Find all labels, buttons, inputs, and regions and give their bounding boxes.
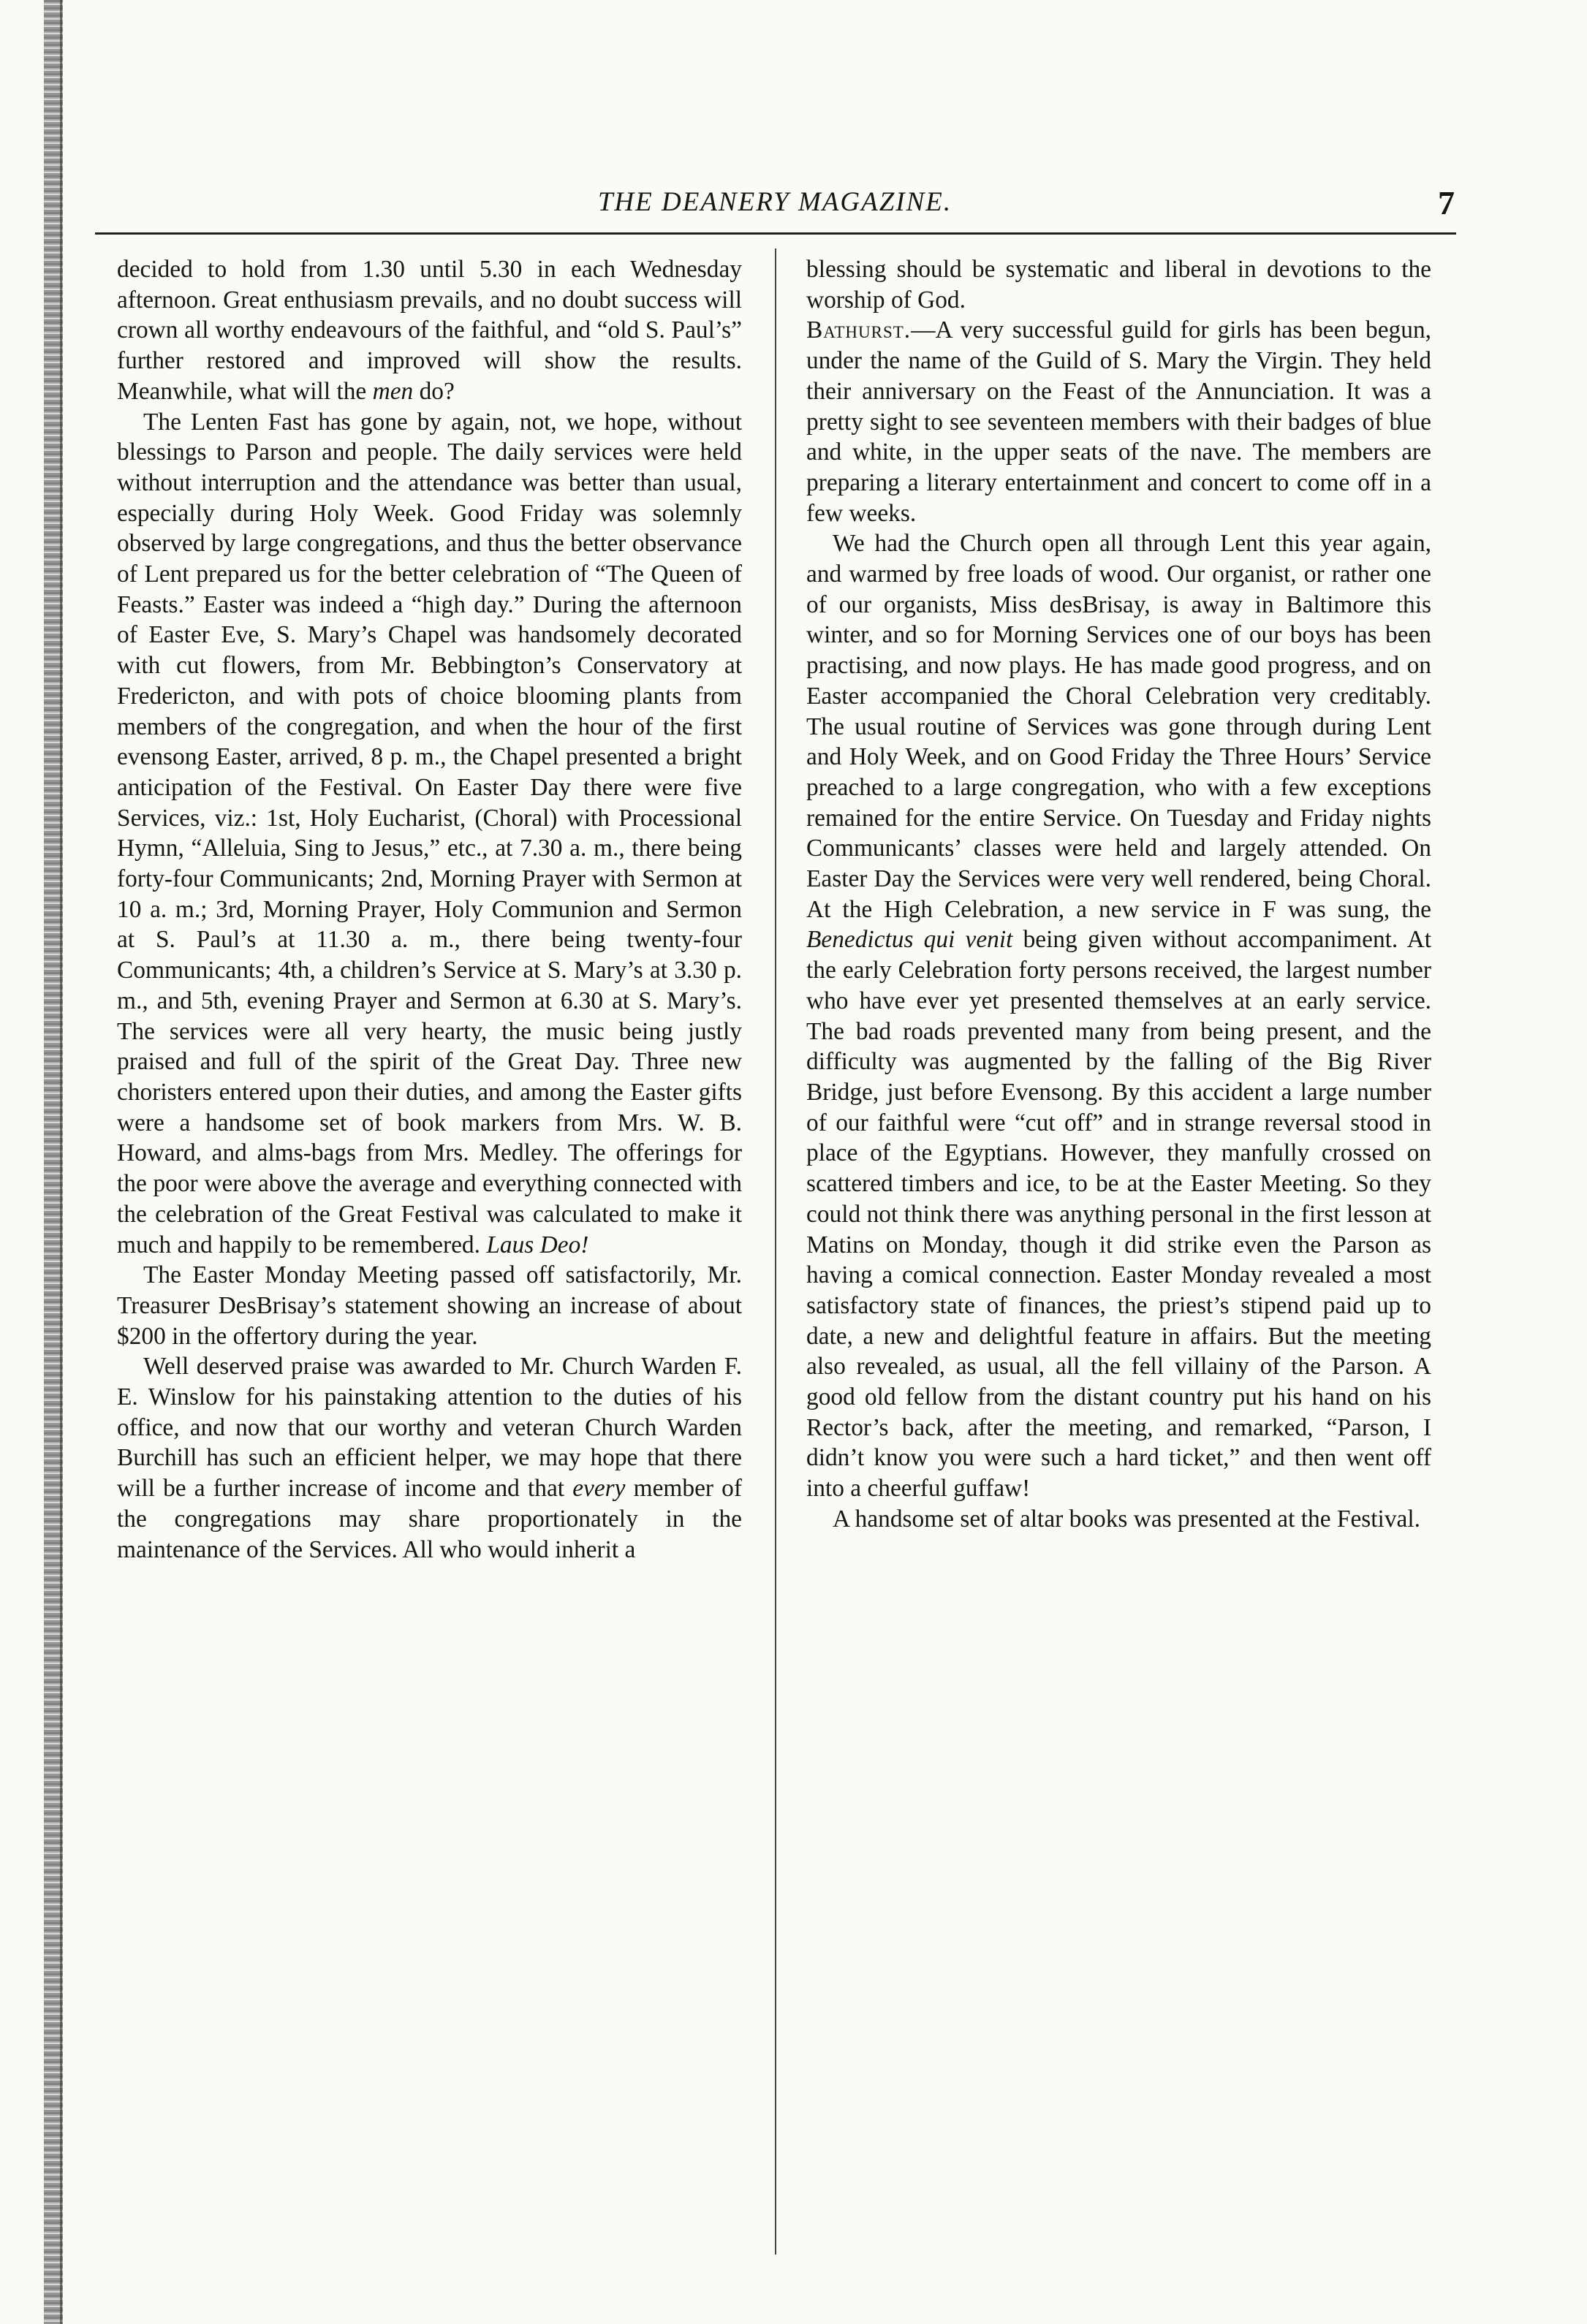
paragraph xyxy=(117,1351,742,1565)
header-rule xyxy=(95,232,1456,235)
emphasis-text: every xyxy=(572,1475,626,1503)
paragraph-text: —A very successful guild for girls has been begun, under the name of the Guild of S. Mary the Virgin. They held their anniversary on the Feast of the Annunciation. It was a pretty sight to see seventeen members with their badges of blue and white, in the upper seats of the nave. The members are preparing a literary entertainment and concert to come off in a few weeks. xyxy=(806,316,1431,527)
paragraph-text: being given without accompaniment. At the early Celebration forty persons received, the largest number who have ever yet presented themselves at an early service. The bad roads prevented many from being present, and the difficulty was augmented by the falling of the Big River Bridge, just before Evensong. By this accident a large number of our faithful were “cut off” and in strange reversal stood in place of the Egyptians. However, they manfully crossed on scattered timbers and ice, to be at the Easter Meeting. So they could not think there was anything personal in the first lesson at Matins on Monday, though it did strike even the Parson as having a comical connection. Easter Monday revealed a most satisfactory state of finances, the priest’s stipend paid up to date, a new and delightful feature in affairs. But the meeting also revealed, as usual, all the fell villainy of the Parson. A good old fellow from the distant country put his hand on his Rector’s back, after the meeting, and remarked, “Parson, I didn’t know you were such a hard ticket,” and then went off into a cheerful guffaw! xyxy=(806,926,1431,1503)
left-column xyxy=(117,254,742,1565)
page-number: 7 xyxy=(1438,184,1455,221)
paragraph-text: do? xyxy=(413,377,455,405)
right-column xyxy=(806,254,1431,1535)
paragraph xyxy=(806,1504,1431,1535)
paragraph-text: A handsome set of altar books was presented at the Festival. xyxy=(833,1505,1420,1533)
paragraph-text: The Lenten Fast has gone by again, not, we hope, without blessings to Parson and people. The daily services were held without interruption and the attendance was better than usual, especially during Holy Week. Good Friday was solemnly observed by large congregations, and thus the better observance of Lent prepared us for the better celebration of “The Queen of Feasts.” Easter was indeed a “high day.” During the afternoon of Easter Eve, S. Mary’s Chapel was handsomely decorated with cut flowers, from Mr. Bebbington’s Conservatory at Fredericton, and with pots of choice blooming plants from members of the congregation, and when the hour of the first evensong Easter, arrived, 8 p. m., the Chapel presented a bright anticipation of the Festival. On Easter Day there were five Services, viz.: 1st, Holy Eucharist, (Choral) with Processional Hymn, “Alleluia, Sing to Jesus,” etc., at 7.30 a. m., there being forty-four Communicants; 2nd, Morning Prayer with Sermon at 10 a. m.; 3rd, Morning Prayer, Holy Communion and Sermon at S. Paul’s at 11.30 a. m., there being twenty-four Communicants; 4th, a children’s Service at S. Mary’s at 3.30 p. m., and 5th, evening Prayer and Sermon at 6.30 at S. Mary’s. The services were all very hearty, the music being justly praised and full of the spirit of the Great Day. Three new choristers entered upon their duties, and among the Easter gifts were a handsome set of book markers from Mrs. W. B. Howard, and alms-bags from Mrs. Medley. The offerings for the poor were above the average and everything connected with the celebration of the Great Festival was calculated to make it much and happily to be remembered. xyxy=(117,408,742,1258)
binding-edge xyxy=(60,0,62,2324)
paragraph-text: decided to hold from 1.30 until 5.30 in each Wednesday afternoon. Great enthusiasm prevails, and no doubt success will crown all worthy endeavours of the faithful, and “old S. Paul’s” further restored and improved will show the results. Meanwhile, what will the xyxy=(117,256,742,405)
paragraph-text: Well deserved praise was awarded to Mr. Church Warden F. E. Winslow for his painstaking attention to the duties of his office, and now that our worthy and veteran Church Warden Burchill has such an efficient helper, we may hope that there will be a further increase of income and that xyxy=(117,1353,742,1503)
paragraph xyxy=(117,1260,742,1351)
section-lead: Bathurst. xyxy=(806,316,912,344)
emphasis-text: Laus Deo! xyxy=(486,1231,589,1258)
running-title: THE DEANERY MAGAZINE. xyxy=(597,187,952,217)
paragraph xyxy=(117,254,742,407)
paragraph-text: member of the congregations may share proportionately in the maintenance of the Services. All who would inherit a xyxy=(117,1475,742,1563)
paragraph-text: blessing should be systematic and liberal in devotions to the worship of God. xyxy=(806,256,1431,314)
paragraph xyxy=(806,315,1431,528)
paragraph-text: The Easter Monday Meeting passed off satisfactorily, Mr. Treasurer DesBrisay’s statement showing an increase of about $200 in the offertory during the year. xyxy=(117,1261,742,1350)
page-header xyxy=(95,186,1455,230)
paragraph-text: We had the Church open all through Lent this year again, and warmed by free loads of wood. Our organist, or rather one of our organists, Miss desBrisay, is away in Baltimore this winter, and so for Morning Services one of our boys has been practising, and now plays. He has made good progress, and on Easter accompanied the Choral Celebration very creditably. The usual routine of Services was gone through during Lent and Holy Week, and on Good Friday the Three Hours’ Service preached to a large congregation, who with a few exceptions remained for the entire Service. On Tuesday and Friday nights Communicants’ classes were held and largely attended. On Easter Day the Services were very well rendered, being Choral. At the High Celebration, a new service in F was sung, the xyxy=(806,530,1431,923)
emphasis-text: men xyxy=(372,377,414,405)
column-divider xyxy=(775,248,776,2255)
paragraph xyxy=(806,528,1431,1504)
emphasis-text: Benedictus qui venit xyxy=(806,926,1013,954)
paragraph xyxy=(806,254,1431,315)
paragraph xyxy=(117,407,742,1261)
